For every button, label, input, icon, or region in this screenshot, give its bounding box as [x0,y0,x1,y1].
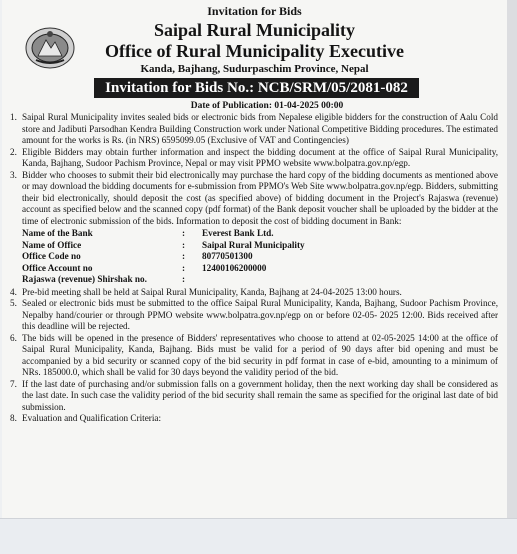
org-office: Office of Rural Municipality Executive [105,41,404,61]
item-text: Sealed or electronic bids must be submitted to the office Saipal Rural Municipality, Kanda, Bajhang, Sudoor Pachism Province, Nepalby hand/courier or through PPMO website www.bolpatra.gov.np/egp on or before 02-05- 2025 12:00. Bids received after this deadline will be rejected. [22,298,498,331]
colon: : [182,251,186,261]
bank-label: Office Account no [22,262,93,273]
item-text: Bidder who chooses to submit their bid electronically may purchase the hard copy of the bidding documents as mentioned above or may download the bidding documents for e-submission from PPMO's Web Site www.bolpatra.gov.np/egp. Bidders, submitting their bid electronically, should deposit the cost (as specified above) of bidding document in the Project's Rajaswa (revenue) account as specified below and the scanned copy (pdf format) of the Bank deposit voucher shall be uploaded by the bidder at the time of electronic submission of the bids. Information to deposit the cost of bidding document in Bank: [22,169,498,226]
bottom-strip [0,518,517,554]
bank-row [22,240,498,252]
bank-label: Name of Office [22,239,82,250]
item-number: 8. [10,413,17,423]
item-number: 4. [10,286,17,297]
item-number: 2. [10,146,17,157]
bank-label: Rajaswa (revenue) Shirshak no. [22,274,147,284]
list-item [10,298,498,333]
publication-date: Date of Publication: 01-04-2025 00:00 [190,101,344,111]
list-item [10,147,498,170]
list-item [10,287,498,299]
item-number: 3. [10,169,17,180]
colon: : [182,239,186,250]
scroll-edge [507,0,517,518]
bank-info-table [22,228,498,286]
bank-value: Saipal Rural Municipality [202,239,305,250]
bank-value: Everest Bank Ltd. [202,228,274,238]
bank-row [22,274,498,286]
list-item [10,112,498,147]
bank-row [22,228,498,240]
bank-value: 12400106200000 [202,262,267,273]
bank-value [202,274,498,286]
item-text: Eligible Bidders may obtain further information and inspect the bidding document at the office of Saipal Rural Municipality, Kanda, Bajhang, Sudoor Pachism Province, Nepal or may visit PPMO website www.bolpatra.gov.np/egp. [22,146,498,168]
list-item [10,333,498,379]
item-text: The bids will be opened in the presence of Bidders' representatives who choose to attend at 02-05-2025 14:00 at the office of Saipal Rural Municipality, Kanda, Bajhang. Bids must be valid for a period of 90 days after bid opening and must be accompanied by a bid security or scanned copy of the bid security in pdf format in case of e-bid, amounting to a minimum of NRs. 185000.0, which shall be valid for 30 days beyond the validity period of the bid. [22,332,498,377]
item-number: 7. [10,378,17,389]
bank-label: Name of the Bank [22,228,93,238]
colon: : [182,228,186,238]
colon: : [182,274,186,284]
org-address: Kanda, Bajhang, Sudurpaschim Province, Nepal [140,63,369,75]
bank-value: 80770501300 [202,251,253,261]
list-item [10,379,498,414]
header-label: Invitation for Bids [207,4,302,18]
bank-label: Office Code no [22,251,81,261]
notice-body [10,112,498,425]
list-item [10,413,498,425]
colon: : [182,262,186,273]
list-item [10,170,498,228]
item-text: Saipal Rural Municipality invites sealed bids or electronic bids from Nepalese eligible bidders for the construction of Aalu Cold store and Jadibuti Parsodhan Kendra Building Construction work under National Competitive Bidding procedures. The estimated amount for the works is Rs. (in NRS) 6595099.05 (Exclusive of VAT and Contingencies) [22,112,498,145]
item-number: 1. [10,112,17,122]
bank-row [22,263,498,275]
item-text: If the last date of purchasing and/or submission falls on a government holiday, then the next working day shall be considered as the last date. In such case the validity period of the bid security shall remain the same as specified for the original last date of bid submission. [22,378,498,412]
bid-number-bar: Invitation for Bids No.: NCB/SRM/05/2081-082 [94,78,419,98]
org-name: Saipal Rural Municipality [153,20,356,40]
item-text: Evaluation and Qualification Criteria: [22,413,162,423]
item-text: Pre-bid meeting shall be held at Saipal Rural Municipality, Kanda, Bajhang at 24-04-2025 13:00 hours. [22,286,402,297]
bank-row [22,251,498,263]
item-number: 5. [10,298,17,308]
notice-page [2,0,507,518]
item-number: 6. [10,332,17,343]
